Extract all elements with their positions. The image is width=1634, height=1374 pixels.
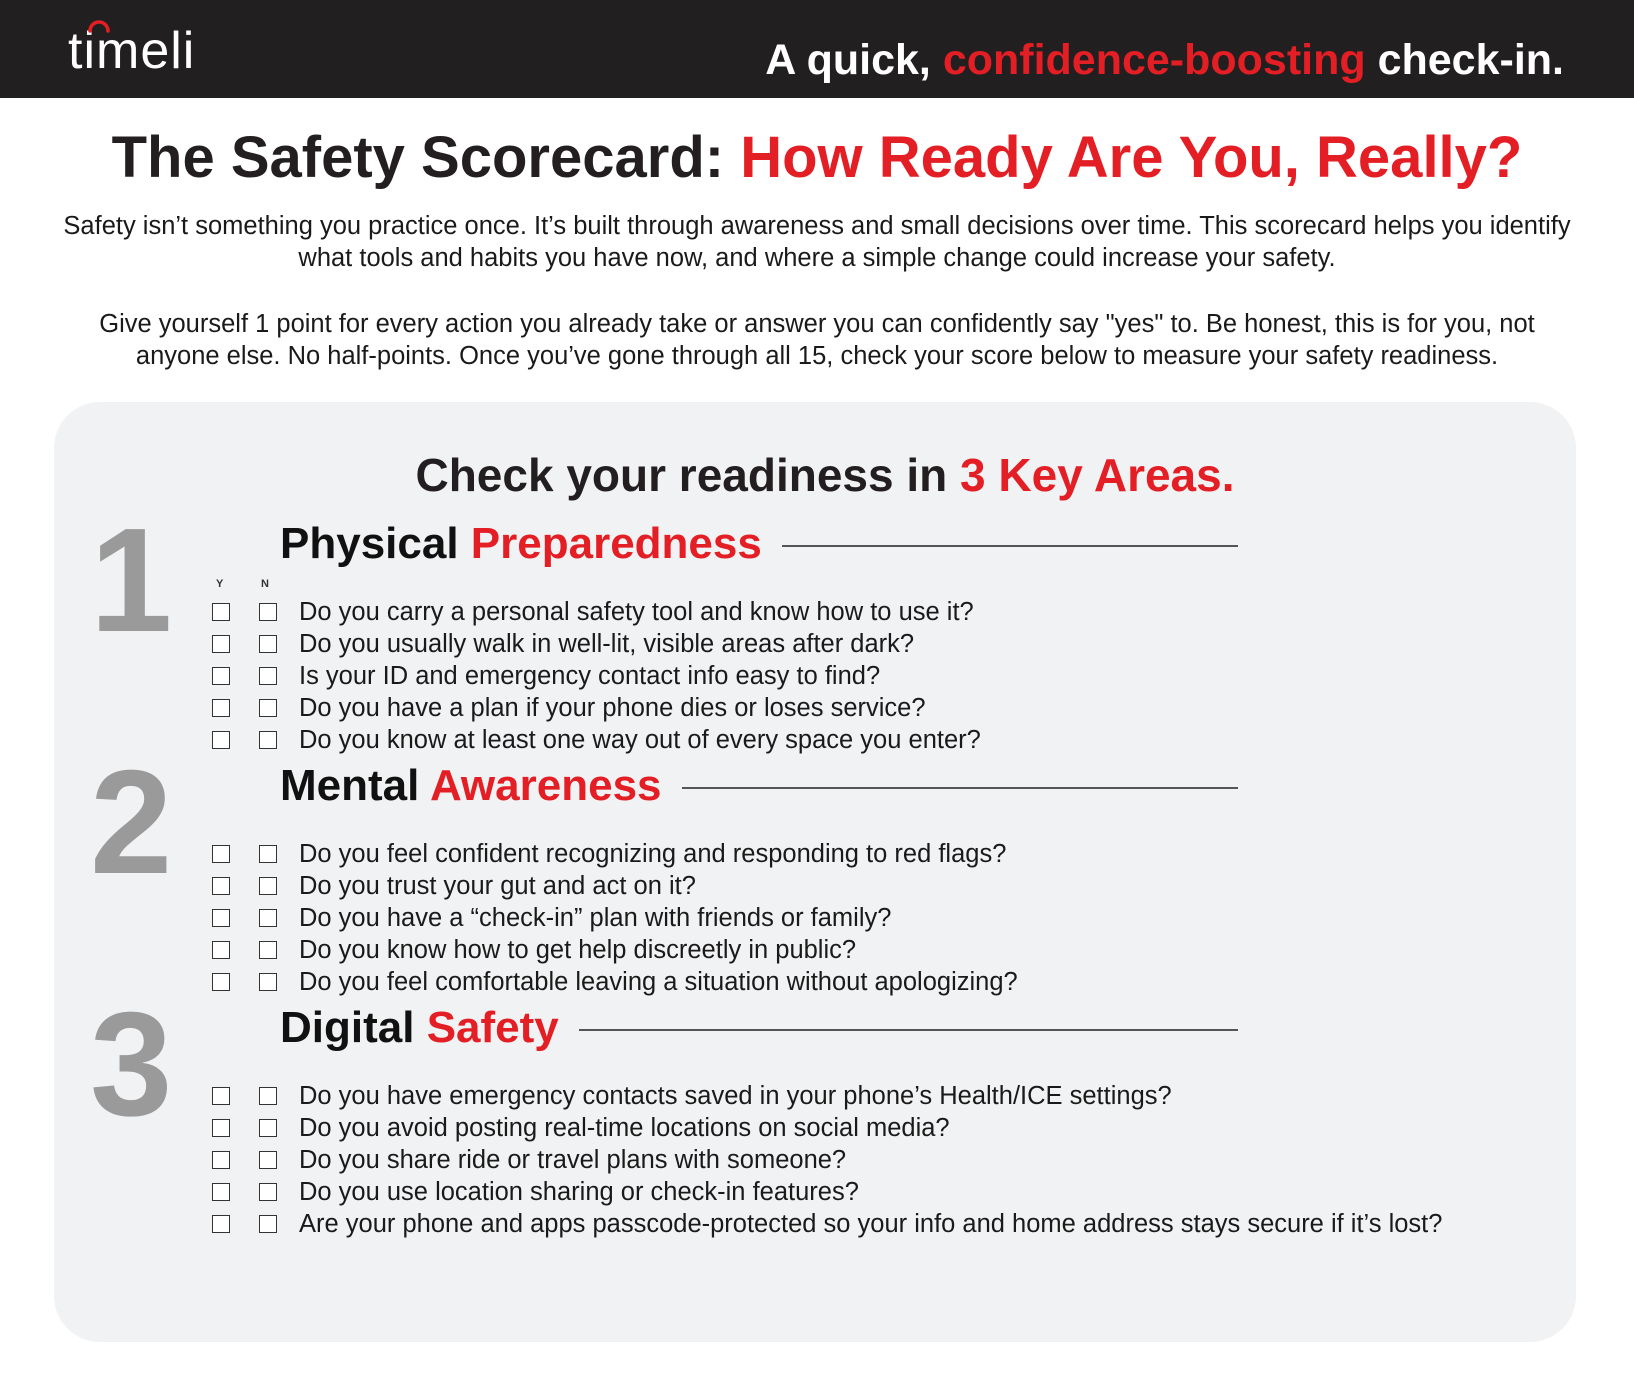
- readiness-panel: [54, 402, 1576, 1342]
- section-heading: [280, 518, 1238, 570]
- question-text: Do you carry a personal safety tool and know how to use it?: [299, 598, 974, 626]
- no-checkbox[interactable]: [259, 941, 277, 959]
- question-text: Are your phone and apps passcode-protected so your info and home address stays secure if it’s lost?: [299, 1210, 1443, 1238]
- no-checkbox[interactable]: [259, 877, 277, 895]
- no-checkbox[interactable]: [259, 731, 277, 749]
- yes-checkbox[interactable]: [212, 909, 230, 927]
- yes-checkbox[interactable]: [212, 699, 230, 717]
- section-title-red: Awareness: [429, 761, 662, 810]
- page-title: [0, 124, 1634, 192]
- yes-checkbox[interactable]: [212, 1087, 230, 1105]
- section-title-dark: Physical: [280, 519, 471, 568]
- panel-heading-pre: Check your readiness in: [415, 449, 961, 501]
- yes-checkbox[interactable]: [212, 1183, 230, 1201]
- section-number: 3: [90, 982, 173, 1147]
- page-title-highlight: How Ready Are You, Really?: [740, 125, 1523, 190]
- no-checkbox[interactable]: [259, 1183, 277, 1201]
- question-text: Do you know how to get help discreetly in public?: [299, 936, 857, 964]
- yes-checkbox[interactable]: [212, 1119, 230, 1137]
- question-item: [212, 1208, 1442, 1240]
- section-title: [280, 760, 662, 812]
- yes-checkbox[interactable]: [212, 941, 230, 959]
- question-text: Do you share ride or travel plans with someone?: [299, 1146, 847, 1174]
- question-text: Do you usually walk in well-lit, visible areas after dark?: [299, 630, 915, 658]
- logo-signal-arc-icon: [86, 15, 112, 41]
- question-item: [212, 966, 1018, 998]
- tagline-pre: A quick,: [765, 36, 943, 84]
- intro-paragraph-2: Give yourself 1 point for every action you already take or answer you can confidently say "yes" to. Be honest, this is for you, not anyone else. No half-points. Once you’ve gone through all 15, check your score below to measure your safety readiness.: [99, 310, 1535, 370]
- no-checkbox[interactable]: [259, 1151, 277, 1169]
- yes-checkbox[interactable]: [212, 845, 230, 863]
- yes-checkbox[interactable]: [212, 603, 230, 621]
- section-title-red: Safety: [426, 1003, 559, 1052]
- page-title-main: The Safety Scorecard:: [111, 125, 741, 190]
- no-checkbox[interactable]: [259, 1215, 277, 1233]
- panel-heading-highlight: 3 Key Areas.: [960, 449, 1235, 501]
- question-text: Do you feel confident recognizing and responding to red flags?: [299, 840, 1007, 868]
- no-column-label: N: [261, 578, 269, 590]
- question-text: Do you have emergency contacts saved in your phone’s Health/ICE settings?: [299, 1082, 1172, 1110]
- question-text: Do you use location sharing or check-in features?: [299, 1178, 859, 1206]
- question-item: [212, 1080, 1442, 1112]
- question-item: [212, 870, 1018, 902]
- panel-heading: [54, 448, 1576, 502]
- section-title: [280, 1002, 559, 1054]
- tagline-highlight: confidence-boosting: [942, 36, 1366, 84]
- question-list: [212, 596, 981, 756]
- yes-checkbox[interactable]: [212, 667, 230, 685]
- section-number: 1: [90, 498, 173, 663]
- section-divider: [682, 787, 1238, 789]
- question-item: [212, 934, 1018, 966]
- yes-checkbox[interactable]: [212, 877, 230, 895]
- question-text: Do you avoid posting real-time locations on social media?: [299, 1114, 950, 1142]
- section-title-red: Preparedness: [470, 519, 762, 568]
- no-checkbox[interactable]: [259, 603, 277, 621]
- header-tagline: [765, 35, 1564, 85]
- no-checkbox[interactable]: [259, 699, 277, 717]
- question-text: Do you trust your gut and act on it?: [299, 872, 696, 900]
- question-text: Is your ID and emergency contact info easy to find?: [299, 662, 881, 690]
- timeli-logo: [68, 22, 195, 80]
- yes-checkbox[interactable]: [212, 973, 230, 991]
- question-item: [212, 1144, 1442, 1176]
- question-text: Do you feel comfortable leaving a situation without apologizing?: [299, 968, 1018, 996]
- logo-text: timeli: [68, 22, 196, 80]
- question-item: [212, 1112, 1442, 1144]
- yes-checkbox[interactable]: [212, 635, 230, 653]
- no-checkbox[interactable]: [259, 973, 277, 991]
- question-item: [212, 724, 981, 756]
- question-text: Do you have a “check-in” plan with friends or family?: [299, 904, 892, 932]
- section-number: 2: [90, 740, 173, 905]
- header-bar: [0, 0, 1634, 98]
- section-divider: [782, 545, 1238, 547]
- no-checkbox[interactable]: [259, 1119, 277, 1137]
- question-item: [212, 838, 1018, 870]
- question-item: [212, 1176, 1442, 1208]
- section-title-dark: Mental: [280, 761, 430, 810]
- question-item: [212, 596, 981, 628]
- yes-checkbox[interactable]: [212, 1215, 230, 1233]
- section-title: [280, 518, 762, 570]
- question-text: Do you know at least one way out of every space you enter?: [299, 726, 981, 754]
- question-text: Do you have a plan if your phone dies or loses service?: [299, 694, 926, 722]
- no-checkbox[interactable]: [259, 635, 277, 653]
- question-list: [212, 1080, 1442, 1240]
- question-item: [212, 692, 981, 724]
- question-list: [212, 838, 1018, 998]
- yes-checkbox[interactable]: [212, 731, 230, 749]
- no-checkbox[interactable]: [259, 909, 277, 927]
- section-divider: [579, 1029, 1238, 1031]
- no-checkbox[interactable]: [259, 1087, 277, 1105]
- question-item: [212, 902, 1018, 934]
- intro-paragraph-1: Safety isn’t something you practice once. It’s built through awareness and small decisions over time. This scorecard helps you identify what tools and habits you have now, and where a simple change could increase your safety.: [63, 212, 1571, 272]
- tagline-post: check-in.: [1365, 36, 1564, 84]
- section-heading: [280, 1002, 1238, 1054]
- yes-column-label: Y: [216, 578, 224, 590]
- section-title-dark: Digital: [280, 1003, 427, 1052]
- no-checkbox[interactable]: [259, 845, 277, 863]
- question-item: [212, 628, 981, 660]
- question-item: [212, 660, 981, 692]
- no-checkbox[interactable]: [259, 667, 277, 685]
- section-heading: [280, 760, 1238, 812]
- yes-checkbox[interactable]: [212, 1151, 230, 1169]
